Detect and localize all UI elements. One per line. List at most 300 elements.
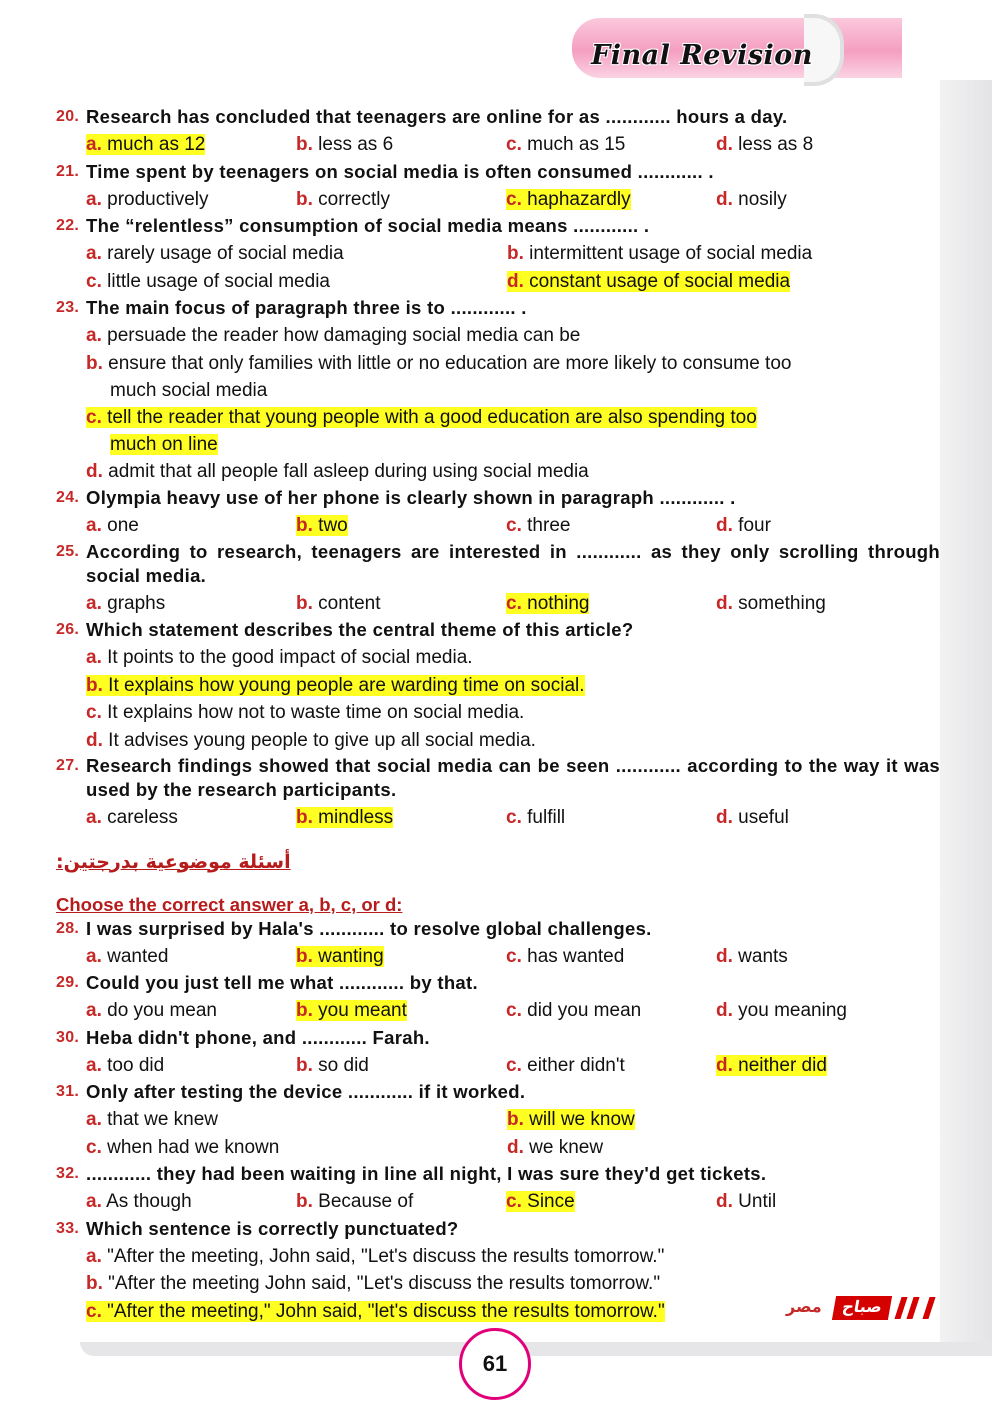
- answer-body: [86, 647, 473, 668]
- answer-body: [86, 189, 209, 210]
- correct-answer-highlight: [296, 1000, 407, 1021]
- option-letter: a.: [86, 1109, 102, 1130]
- question-number: 20.: [56, 108, 80, 125]
- correct-answer-highlight: [507, 271, 790, 292]
- option-letter: a.: [86, 592, 102, 614]
- question-text: Only after testing the device ............ if it worked.: [86, 1081, 526, 1102]
- option-text: nosily: [738, 188, 787, 210]
- answer-body: [86, 271, 330, 292]
- answer-option: [296, 804, 506, 832]
- answer-option: [506, 997, 716, 1025]
- answer-option: [86, 404, 940, 458]
- option-text: fulfill: [527, 807, 566, 828]
- answer-options: [56, 943, 940, 971]
- option-text: It explains how young people are warding time on social.: [108, 674, 585, 696]
- question-stem: [56, 916, 940, 943]
- answer-option: [296, 997, 506, 1025]
- option-text: do you mean: [107, 1000, 217, 1021]
- option-text: four: [738, 515, 771, 536]
- question-text: Which statement describes the central theme of this article?: [86, 619, 634, 640]
- question-number: 25.: [56, 542, 80, 560]
- option-letter: b.: [296, 134, 313, 155]
- question-item: [56, 540, 940, 618]
- option-text: "After the meeting," John said, "let's discuss the results tomorrow.": [107, 1300, 665, 1322]
- answer-option: [86, 268, 507, 296]
- option-letter: d.: [716, 1054, 733, 1076]
- answer-options: [56, 322, 940, 485]
- answer-body: [86, 1055, 164, 1076]
- option-continuation-text: much social media: [110, 379, 268, 401]
- correct-answer-highlight: [506, 1191, 575, 1212]
- answer-option: [86, 1243, 940, 1271]
- question-stem: [56, 617, 940, 644]
- option-letter: b.: [296, 515, 313, 536]
- logo-stripe: [906, 1297, 919, 1319]
- answer-option: [86, 1188, 296, 1216]
- answer-option: [86, 350, 940, 404]
- question-stem: [56, 1161, 940, 1188]
- answer-body: [86, 243, 344, 264]
- answer-body: [506, 515, 570, 536]
- answer-option: [296, 512, 506, 540]
- option-letter: b.: [296, 1054, 313, 1076]
- option-text: correctly: [318, 188, 390, 210]
- answer-body: [86, 1000, 217, 1021]
- answer-option: [506, 512, 716, 540]
- option-text: little usage of social media: [107, 270, 330, 292]
- option-letter: d.: [86, 729, 103, 751]
- answer-body: [86, 1191, 192, 1212]
- answer-body: [507, 1137, 603, 1158]
- answer-option: [716, 943, 926, 971]
- answer-body: [296, 593, 381, 614]
- option-letter: d.: [716, 1191, 733, 1212]
- answer-body: [716, 593, 826, 614]
- option-letter: c.: [506, 515, 522, 536]
- answer-option: [716, 1188, 926, 1216]
- question-item: [56, 617, 940, 754]
- option-text: It advises young people to give up all social media.: [108, 729, 536, 751]
- answer-body: [86, 946, 168, 967]
- question-number: 22.: [56, 217, 80, 234]
- answer-body: [296, 1055, 369, 1076]
- answer-option: [86, 1052, 296, 1080]
- question-number: 23.: [56, 299, 80, 316]
- answer-option: [507, 1134, 928, 1162]
- answer-option: [716, 804, 926, 832]
- option-letter: d.: [86, 460, 103, 482]
- answer-option: [86, 804, 296, 832]
- answer-option: [86, 458, 940, 486]
- question-text: The main focus of paragraph three is to ............ .: [86, 297, 527, 318]
- question-stem: [56, 213, 940, 240]
- answer-body: [716, 1191, 776, 1212]
- question-item: [56, 104, 940, 159]
- option-continuation-text: much on line: [110, 433, 218, 455]
- correct-answer-highlight: [296, 807, 393, 828]
- answer-options: [56, 1052, 940, 1080]
- correct-answer-highlight: [296, 515, 348, 536]
- question-number: 29.: [56, 974, 80, 991]
- option-letter: b.: [296, 1191, 313, 1212]
- option-letter: d.: [507, 270, 524, 292]
- question-item: [56, 159, 940, 214]
- answer-option: [296, 943, 506, 971]
- option-text: "After the meeting, John said, "Let's discuss the results tomorrow.": [107, 1245, 665, 1267]
- answer-body: [86, 1246, 664, 1267]
- option-letter: c.: [506, 592, 522, 614]
- option-text: constant usage of social media: [529, 270, 791, 292]
- question-item: [56, 1161, 940, 1216]
- question-block-2: [56, 916, 940, 1326]
- logo-box: صباح: [832, 1296, 892, 1320]
- answer-option: [86, 727, 940, 755]
- answer-body: [86, 1109, 218, 1130]
- option-text: Until: [738, 1191, 777, 1212]
- answer-body: [86, 515, 139, 536]
- option-text: productively: [107, 188, 209, 210]
- option-text: neither did: [738, 1054, 827, 1076]
- answer-option: [296, 1188, 506, 1216]
- option-text: three: [527, 515, 571, 536]
- question-block-1: [56, 104, 940, 832]
- question-text: Which sentence is correctly punctuated?: [86, 1217, 459, 1239]
- question-number: 33.: [56, 1219, 80, 1237]
- answer-body: [506, 134, 625, 155]
- option-text: something: [738, 592, 826, 614]
- answer-option: [86, 186, 296, 214]
- option-letter: b.: [507, 243, 524, 264]
- option-letter: a.: [86, 243, 102, 264]
- answer-option: [716, 997, 926, 1025]
- option-letter: a.: [86, 1000, 102, 1021]
- option-letter: c.: [86, 702, 102, 723]
- answer-body: [716, 189, 787, 210]
- section-heading: Choose the correct answer a, b, c, or d:: [56, 893, 403, 915]
- answer-body: [86, 1137, 279, 1158]
- question-text: I was surprised by Hala's ............ to resolve global challenges.: [86, 917, 652, 939]
- option-text: useful: [738, 807, 789, 828]
- question-list: [56, 104, 940, 1325]
- option-text: wants: [738, 945, 788, 967]
- option-letter: a.: [86, 325, 102, 346]
- option-letter: d.: [716, 1000, 733, 1021]
- answer-options: [56, 186, 940, 214]
- option-text: nothing: [527, 592, 590, 614]
- option-text: has wanted: [527, 945, 625, 967]
- question-item: [56, 970, 940, 1025]
- option-letter: b.: [507, 1109, 524, 1130]
- answer-option: [86, 512, 296, 540]
- question-number: 24.: [56, 489, 80, 506]
- answer-option: [86, 997, 296, 1025]
- option-letter: a.: [86, 647, 102, 668]
- correct-answer-highlight: [86, 1301, 665, 1322]
- question-text: Research findings showed that social media can be seen ............ according to the way it was used by the research participants.: [86, 755, 940, 800]
- answer-option: [296, 186, 506, 214]
- question-number: 27.: [56, 757, 80, 774]
- answer-body: [86, 593, 165, 614]
- option-text: mindless: [318, 807, 394, 828]
- option-text: too did: [107, 1054, 165, 1076]
- page-title: Final Revision: [591, 40, 813, 71]
- question-item: [56, 485, 940, 540]
- correct-answer-highlight: [86, 134, 205, 155]
- option-letter: b.: [86, 1273, 103, 1294]
- answer-body: [296, 1191, 413, 1212]
- option-letter: c.: [506, 1191, 522, 1212]
- option-letter: b.: [296, 188, 313, 210]
- answer-body: [86, 1273, 660, 1294]
- option-letter: b.: [86, 674, 103, 696]
- answer-option: [507, 1106, 928, 1134]
- option-text: As though: [106, 1191, 192, 1212]
- answer-options: [56, 590, 940, 618]
- option-letter: a.: [86, 945, 102, 967]
- answer-option: [86, 590, 296, 618]
- option-letter: a.: [86, 188, 102, 210]
- answer-option: [506, 186, 716, 214]
- answer-option: [86, 131, 296, 159]
- option-text: will we know: [529, 1109, 635, 1130]
- answer-option: [716, 131, 926, 159]
- option-letter: b.: [296, 592, 313, 614]
- option-letter: a.: [86, 807, 102, 828]
- option-text: you meaning: [738, 1000, 847, 1021]
- question-stem: [56, 754, 940, 804]
- question-text: According to research, teenagers are interested in ............ as they only scrolling through social media.: [86, 540, 940, 586]
- answer-body: [86, 730, 536, 751]
- answer-body: [86, 807, 178, 828]
- option-letter: c.: [506, 134, 522, 155]
- question-item: [56, 916, 940, 971]
- answer-option: [296, 131, 506, 159]
- answer-options: [56, 1106, 940, 1161]
- answer-options: [56, 804, 940, 832]
- answer-options: [56, 1188, 940, 1216]
- question-text: ............ they had been waiting in line all night, I was sure they'd get tickets.: [86, 1163, 767, 1184]
- option-letter: c.: [506, 807, 522, 828]
- question-number: 21.: [56, 162, 80, 180]
- option-text: that we knew: [107, 1109, 219, 1130]
- answer-body: [506, 1055, 625, 1076]
- option-text: one: [107, 515, 139, 536]
- question-number: 30.: [56, 1028, 80, 1046]
- option-text: wanting: [318, 945, 384, 967]
- option-letter: d.: [716, 807, 733, 828]
- question-text: The “relentless” consumption of social media means ............ .: [86, 215, 650, 236]
- answer-option: [86, 240, 507, 268]
- option-letter: d.: [716, 592, 733, 614]
- correct-answer-highlight: [506, 593, 589, 614]
- question-text: Time spent by teenagers on social media is often consumed ............ .: [86, 160, 714, 182]
- option-text: "After the meeting John said, "Let's discuss the results tomorrow.": [108, 1273, 661, 1294]
- option-text: you meant: [318, 1000, 407, 1021]
- option-letter: b.: [86, 352, 103, 374]
- question-stem: [56, 485, 940, 512]
- answer-body: [506, 1000, 641, 1021]
- question-stem: [56, 1079, 940, 1106]
- question-text: Olympia heavy use of her phone is clearly shown in paragraph ............ .: [86, 487, 736, 508]
- option-letter: c.: [506, 1000, 522, 1021]
- option-letter: c.: [86, 270, 102, 292]
- option-text: intermittent usage of social media: [529, 243, 813, 264]
- answer-body: [716, 807, 789, 828]
- side-band: [940, 80, 992, 1350]
- option-text: ensure that only families with little or no education are more likely to consume too: [108, 352, 792, 374]
- option-letter: a.: [86, 515, 102, 536]
- answer-body: [507, 243, 812, 264]
- answer-option: [296, 1052, 506, 1080]
- answer-options: [56, 644, 940, 754]
- answer-body: [86, 461, 589, 482]
- question-item: [56, 213, 940, 295]
- answer-option: [86, 644, 940, 672]
- option-text: graphs: [107, 592, 166, 614]
- answer-option: [506, 590, 716, 618]
- option-letter: c.: [86, 406, 102, 428]
- option-letter: d.: [716, 515, 733, 536]
- option-text: admit that all people fall asleep during using social media: [108, 460, 589, 482]
- question-number: 28.: [56, 919, 80, 937]
- answer-body: [506, 807, 565, 828]
- option-text: much as 15: [527, 134, 626, 155]
- option-letter: c.: [506, 1054, 522, 1076]
- answer-body: [716, 946, 788, 967]
- option-text: much as 12: [107, 134, 206, 155]
- option-text: It points to the good impact of social media.: [107, 647, 473, 668]
- answer-body: [506, 946, 624, 967]
- correct-answer-highlight: [86, 407, 757, 428]
- answer-options: [56, 240, 940, 295]
- option-letter: d.: [716, 945, 733, 967]
- option-letter: c.: [506, 188, 522, 210]
- question-stem: [56, 159, 940, 186]
- option-text: haphazardly: [527, 188, 631, 210]
- correct-answer-highlight: [716, 1055, 827, 1076]
- answer-option: [86, 699, 940, 727]
- arabic-section-heading: أسئلة موضوعية بدرجتين:: [56, 850, 291, 873]
- option-letter: c.: [86, 1300, 102, 1322]
- answer-option: [507, 240, 928, 268]
- question-stem: [56, 1025, 940, 1052]
- question-text: Heba didn't phone, and ............ Farah.: [86, 1026, 430, 1048]
- answer-options: [56, 131, 940, 159]
- question-stem: [56, 540, 940, 590]
- correct-answer-highlight: [506, 189, 631, 210]
- header-banner: [572, 10, 912, 80]
- sabah-masr-logo: [786, 1293, 936, 1323]
- option-letter: a.: [86, 1054, 102, 1076]
- answer-option: [86, 672, 940, 700]
- answer-body: [86, 325, 580, 346]
- logo-word: مصر: [786, 1299, 822, 1316]
- question-item: [56, 1025, 940, 1080]
- answer-body: [296, 134, 393, 155]
- answer-body: [716, 134, 813, 155]
- option-text: Because of: [318, 1191, 414, 1212]
- answer-body: [716, 515, 771, 536]
- correct-answer-highlight: [86, 675, 585, 696]
- question-stem: [56, 104, 940, 131]
- option-text: we knew: [529, 1136, 604, 1158]
- option-text: two: [318, 515, 348, 536]
- answer-body: [86, 353, 791, 374]
- answer-option: [506, 1188, 716, 1216]
- option-letter: a.: [86, 1245, 102, 1267]
- logo-stripe: [894, 1297, 907, 1319]
- correct-answer-highlight: [507, 1109, 635, 1130]
- answer-option: [506, 943, 716, 971]
- option-text: less as 8: [738, 134, 814, 155]
- answer-body: [716, 1000, 847, 1021]
- answer-body: [86, 702, 524, 723]
- option-text: either didn't: [527, 1054, 625, 1076]
- option-text: when had we known: [107, 1136, 280, 1158]
- correct-answer-highlight: [296, 946, 384, 967]
- answer-option: [506, 1052, 716, 1080]
- answer-option: [506, 131, 716, 159]
- question-stem: [56, 295, 940, 322]
- answer-option: [716, 1052, 926, 1080]
- logo-stripe: [922, 1297, 935, 1319]
- question-text: Research has concluded that teenagers are online for as ............ hours a day.: [86, 106, 788, 127]
- answer-option: [507, 268, 928, 296]
- answer-option: [716, 512, 926, 540]
- option-text: content: [318, 592, 381, 614]
- option-letter: c.: [506, 945, 522, 967]
- question-number: 31.: [56, 1083, 80, 1100]
- answer-option: [86, 322, 940, 350]
- option-continuation: [86, 377, 940, 404]
- answer-option: [86, 1106, 507, 1134]
- option-text: It explains how not to waste time on social media.: [107, 702, 525, 723]
- answer-option: [86, 943, 296, 971]
- option-text: wanted: [107, 945, 169, 967]
- option-text: did you mean: [527, 1000, 642, 1021]
- answer-options: [56, 512, 940, 540]
- option-continuation: [86, 431, 940, 458]
- answer-option: [296, 590, 506, 618]
- option-text: Since: [527, 1191, 575, 1212]
- question-stem: [56, 1216, 940, 1243]
- option-letter: d.: [716, 134, 733, 155]
- option-text: careless: [107, 807, 178, 828]
- option-letter: c.: [86, 1136, 102, 1158]
- answer-options: [56, 997, 940, 1025]
- option-letter: b.: [296, 945, 313, 967]
- question-number: 26.: [56, 621, 80, 638]
- option-letter: a.: [86, 134, 102, 155]
- answer-option: [86, 1134, 507, 1162]
- option-letter: d.: [716, 188, 733, 210]
- question-item: [56, 1079, 940, 1161]
- question-item: [56, 295, 940, 485]
- question-item: [56, 754, 940, 832]
- option-text: so did: [318, 1054, 369, 1076]
- option-text: rarely usage of social media: [107, 243, 344, 264]
- bottom-band: [80, 1342, 992, 1356]
- answer-option: [716, 590, 926, 618]
- answer-option: [716, 186, 926, 214]
- option-text: persuade the reader how damaging social media can be: [107, 325, 581, 346]
- question-number: 32.: [56, 1165, 80, 1182]
- answer-option: [506, 804, 716, 832]
- question-stem: [56, 970, 940, 997]
- option-text: less as 6: [318, 134, 394, 155]
- page-number: 61: [459, 1328, 531, 1400]
- option-text: tell the reader that young people with a good education are also spending too: [107, 406, 757, 428]
